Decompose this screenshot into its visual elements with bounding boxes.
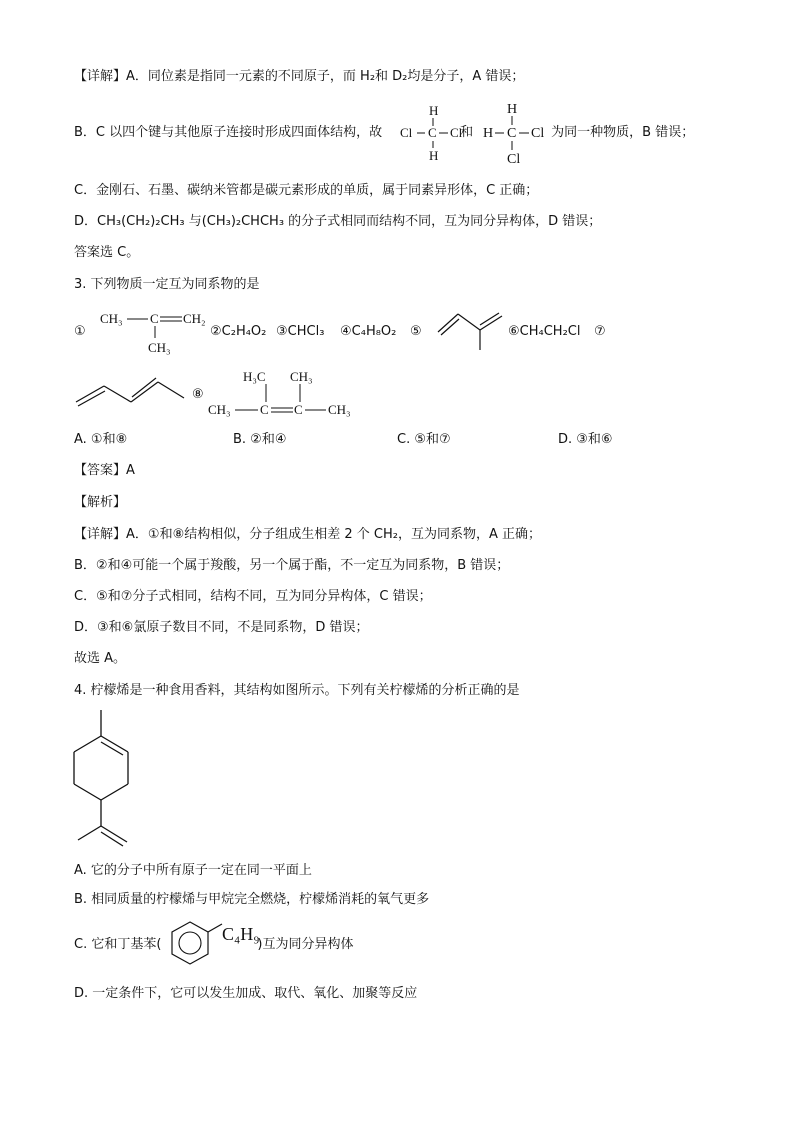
s8-ch3-top: CH₃ xyxy=(290,369,313,384)
q3-option-d: D. ③和⑥ xyxy=(558,432,613,447)
q4-option-a: A. 它的分子中所有原子一定在同一平面上 xyxy=(74,863,312,878)
mol2-left: H xyxy=(483,126,494,141)
q4-stem: 4. 柠檬烯是一种食用香料，其结构如图所示。下列有关柠檬烯的分析正确的是 xyxy=(74,683,520,698)
detail-line-a xyxy=(74,68,524,86)
q3-item2: ②C₂H₄O₂ xyxy=(210,324,267,339)
mol2-right: Cl xyxy=(531,126,545,141)
butylbenzene-substituent: C₄H₉ xyxy=(222,924,260,944)
q3-analysis-tag: 【解析】 xyxy=(74,495,127,510)
q3-answer-value: A xyxy=(126,463,135,478)
detail-b-suffix: 为同一种物质，B 错误； xyxy=(551,125,695,140)
q4-option-c-suffix: )互为同分异构体 xyxy=(257,937,354,952)
q3-structure-5-skeletal xyxy=(436,308,506,352)
q3-item3: ③CHCl₃ xyxy=(276,324,325,339)
dichloromethane-structure-1 xyxy=(398,100,478,164)
s8-right: CH₃ xyxy=(328,402,351,417)
q3-item5-num: ⑤ xyxy=(410,324,422,339)
q4-option-c-prefix: C. 它和丁基苯( xyxy=(74,937,162,952)
dichloromethane-structure-2 xyxy=(483,98,561,168)
butylbenzene-structure xyxy=(168,918,272,970)
detail-b-and: 和 xyxy=(460,125,474,140)
q3-structure-8-tetramethylethylene xyxy=(208,362,364,420)
detail-tag: 【详解】 xyxy=(74,69,127,84)
q3-option-a: A. ①和⑧ xyxy=(74,432,128,447)
mol1-bottom: H xyxy=(429,148,439,163)
detail-line-b xyxy=(74,124,694,142)
s1-sub: CH₃ xyxy=(148,340,171,355)
s8-c1: C xyxy=(260,402,269,417)
detail-a-text: A．同位素是指同一元素的不同原子，而 H₂和 D₂均是分子，A 错误； xyxy=(126,69,525,84)
q3-item8-num: ⑧ xyxy=(192,387,204,402)
q3-detail-d: D．③和⑥氯原子数目不同，不是同系物，D 错误； xyxy=(74,620,369,635)
mol2-top: H xyxy=(507,102,518,117)
mol2-bottom: Cl xyxy=(507,152,521,167)
detail-b-prefix: B．C 以四个键与其他原子连接时形成四面体结构，故 xyxy=(74,125,383,140)
s8-c2: C xyxy=(294,402,303,417)
s1-ch3: CH₃ xyxy=(100,311,123,326)
q4-option-b: B. 相同质量的柠檬烯与甲烷完全燃烧，柠檬烯消耗的氧气更多 xyxy=(74,892,430,907)
s8-left: CH₃ xyxy=(208,402,231,417)
detail-answer: 答案选 C。 xyxy=(74,245,140,260)
mol1-right: Cl xyxy=(450,125,463,140)
limonene-structure xyxy=(70,708,140,850)
q3-item1-num: ① xyxy=(74,324,86,339)
mol1-center: C xyxy=(428,125,437,140)
mol1-top: H xyxy=(429,103,439,118)
detail-line-c: C．金刚石、石墨、碳纳米管都是碳元素形成的单质，属于同素异形体，C 正确； xyxy=(74,183,539,198)
detail-line-d: D．CH₃(CH₂)₂CH₃ 与(CH₃)₂CHCH₃ 的分子式相同而结构不同，互为同分异构体，D 错误； xyxy=(74,214,602,229)
q3-answer-line xyxy=(74,462,135,480)
mol1-left: Cl xyxy=(400,125,413,140)
q3-detail-tag: 【详解】 xyxy=(74,527,127,542)
q3-detail-c: C．⑤和⑦分子式相同，结构不同，互为同分异构体，C 错误； xyxy=(74,589,432,604)
q3-item6: ⑥CH₄CH₂Cl xyxy=(508,324,581,339)
q3-structure-7-skeletal xyxy=(74,374,186,408)
q3-option-c: C. ⑤和⑦ xyxy=(397,432,451,447)
q3-option-b: B. ②和④ xyxy=(233,432,287,447)
q3-detail-b: B．②和④可能一个属于羧酸，另一个属于酯，不一定互为同系物，B 错误； xyxy=(74,558,510,573)
q3-item4: ④C₄H₈O₂ xyxy=(340,324,397,339)
mol2-center: C xyxy=(507,126,517,141)
q3-stem: 3. 下列物质一定互为同系物的是 xyxy=(74,277,260,292)
s1-c: C xyxy=(150,311,159,326)
q3-answer-tag: 【答案】 xyxy=(74,463,127,478)
q3-item7-num: ⑦ xyxy=(594,324,606,339)
q4-option-d: D. 一定条件下，它可以发生加成、取代、氧化、加聚等反应 xyxy=(74,986,418,1001)
s8-h3c: H₃C xyxy=(243,369,266,384)
q3-final-answer: 故选 A。 xyxy=(74,651,127,666)
q3-detail-a xyxy=(74,526,541,544)
q3-detail-a-text: A．①和⑧结构相似，分子组成生相差 2 个 CH₂，互为同系物，A 正确； xyxy=(126,527,541,542)
s1-ch2: CH₂ xyxy=(183,311,206,326)
q3-structure-1-isobutene xyxy=(100,304,210,356)
